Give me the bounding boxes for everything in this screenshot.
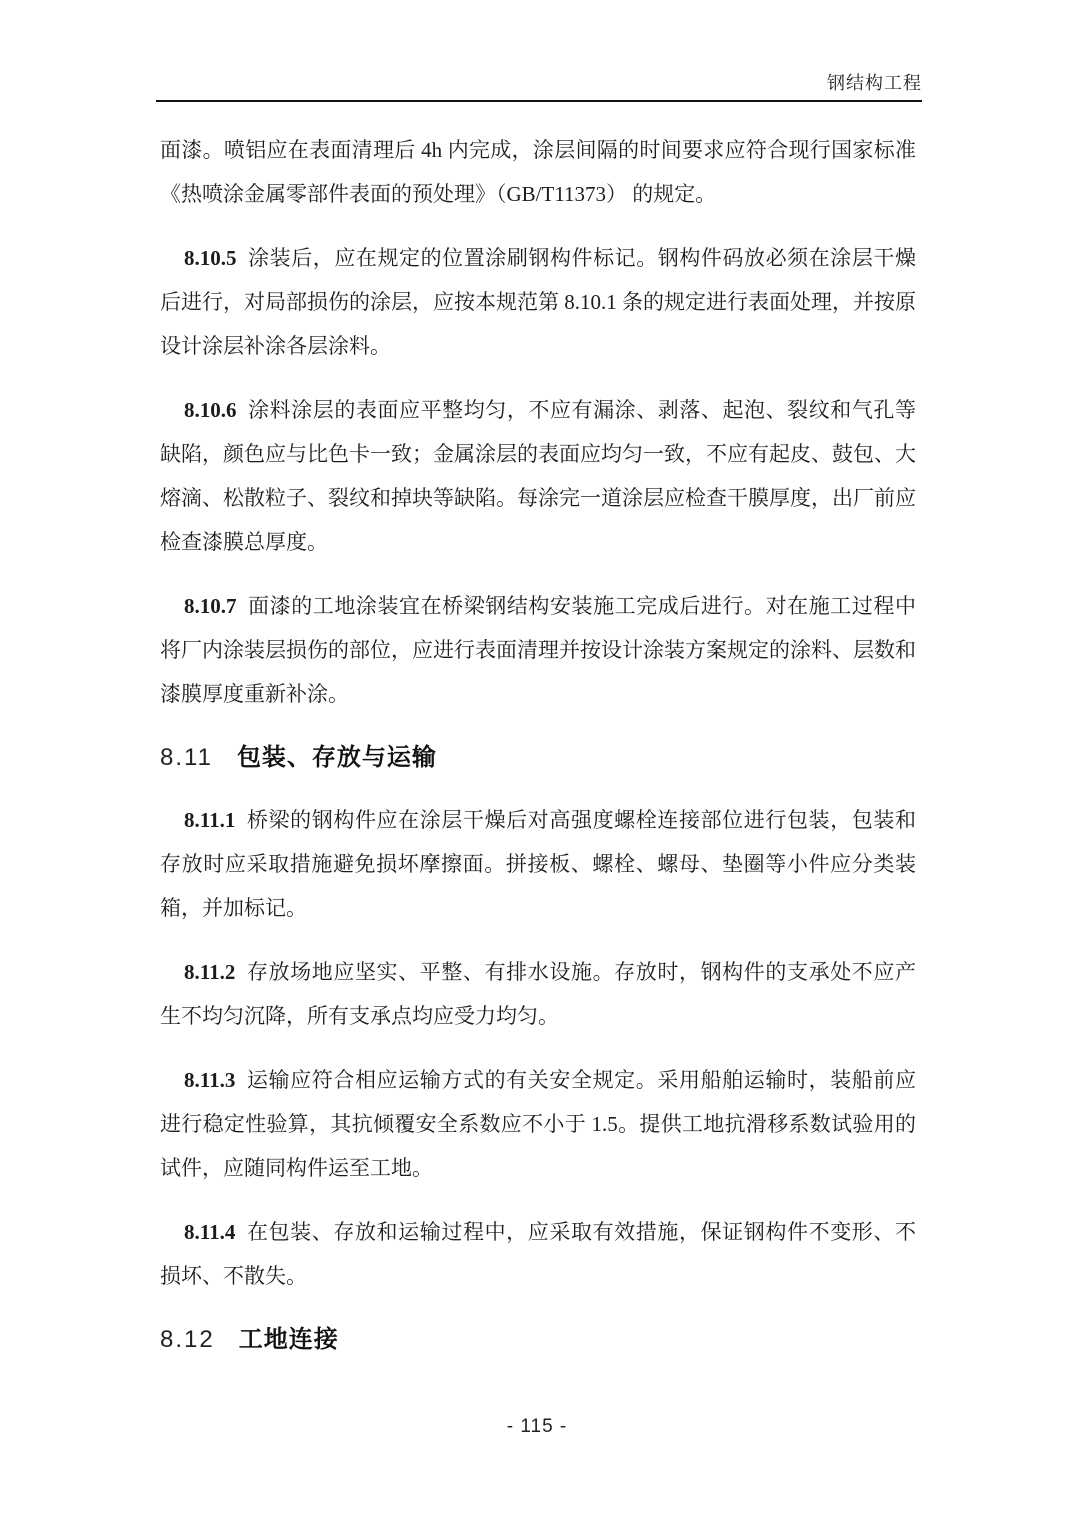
section-number: 8.12 xyxy=(160,1326,215,1353)
section-heading-8-11 xyxy=(160,742,916,774)
clause-text: 运输应符合相应运输方式的有关安全规定。采用船舶运输时，装船前应进行稳定性验算，其抗倾覆安全系数应不小于 1.5。提供工地抗滑移系数试验用的试件，应随同构件运至工地。 xyxy=(160,1068,916,1180)
clause-8-11-4 xyxy=(160,1210,916,1298)
clause-text: 存放场地应坚实、平整、有排水设施。存放时，钢构件的支承处不应产生不均匀沉降，所有支承点均应受力均匀。 xyxy=(160,960,916,1028)
clause-text: 桥梁的钢构件应在涂层干燥后对高强度螺栓连接部位进行包装，包装和存放时应采取措施避免损坏摩擦面。拼接板、螺栓、螺母、垫圈等小件应分类装箱，并加标记。 xyxy=(160,808,916,920)
section-title: 包装、存放与运输 xyxy=(236,744,437,771)
page-number: - 115 - xyxy=(506,1416,568,1437)
clause-text: 涂料涂层的表面应平整均匀，不应有漏涂、剥落、起泡、裂纹和气孔等缺陷，颜色应与比色卡一致；金属涂层的表面应均匀一致，不应有起皮、鼓包、大熔滴、松散粒子、裂纹和掉块等缺陷。每涂完一道涂层应检查干膜厚度，出厂前应检查漆膜总厚度。 xyxy=(160,398,916,554)
clause-text: 面漆的工地涂装宜在桥梁钢结构安装施工完成后进行。对在施工过程中将厂内涂装层损伤的部位，应进行表面清理并按设计涂装方案规定的涂料、层数和漆膜厚度重新补涂。 xyxy=(160,594,916,706)
clause-number: 8.11.4 xyxy=(184,1220,236,1244)
document-body xyxy=(160,128,916,1356)
section-title: 工地连接 xyxy=(238,1326,339,1353)
running-head: 钢结构工程 xyxy=(827,73,922,93)
paragraph-text: 面漆。喷铝应在表面清理后 4h 内完成，涂层间隔的时间要求应符合现行国家标准《热喷涂金属零部件表面的预处理》（GB/T11373） 的规定。 xyxy=(160,138,916,206)
clause-number: 8.11.1 xyxy=(184,808,236,832)
clause-8-11-3 xyxy=(160,1058,916,1190)
page-footer xyxy=(0,1416,1074,1438)
clause-8-11-2 xyxy=(160,950,916,1038)
clause-number: 8.11.2 xyxy=(184,960,236,984)
clause-text: 在包装、存放和运输过程中，应采取有效措施，保证钢构件不变形、不损坏、不散失。 xyxy=(160,1220,916,1288)
clause-number: 8.11.3 xyxy=(184,1068,236,1092)
paragraph-continuation xyxy=(160,128,916,216)
clause-8-10-7 xyxy=(160,584,916,716)
clause-text: 涂装后，应在规定的位置涂刷钢构件标记。钢构件码放必须在涂层干燥后进行，对局部损伤的涂层，应按本规范第 8.10.1 条的规定进行表面处理，并按原设计涂层补涂各层涂料。 xyxy=(160,246,916,358)
clause-number: 8.10.6 xyxy=(184,398,237,422)
clause-number: 8.10.7 xyxy=(184,594,237,618)
section-heading-8-12 xyxy=(160,1324,916,1356)
clause-8-10-5 xyxy=(160,236,916,368)
page-header xyxy=(156,0,922,96)
header-rule xyxy=(156,100,922,102)
clause-8-10-6 xyxy=(160,388,916,564)
clause-number: 8.10.5 xyxy=(184,246,237,270)
clause-8-11-1 xyxy=(160,798,916,930)
section-number: 8.11 xyxy=(160,744,213,771)
